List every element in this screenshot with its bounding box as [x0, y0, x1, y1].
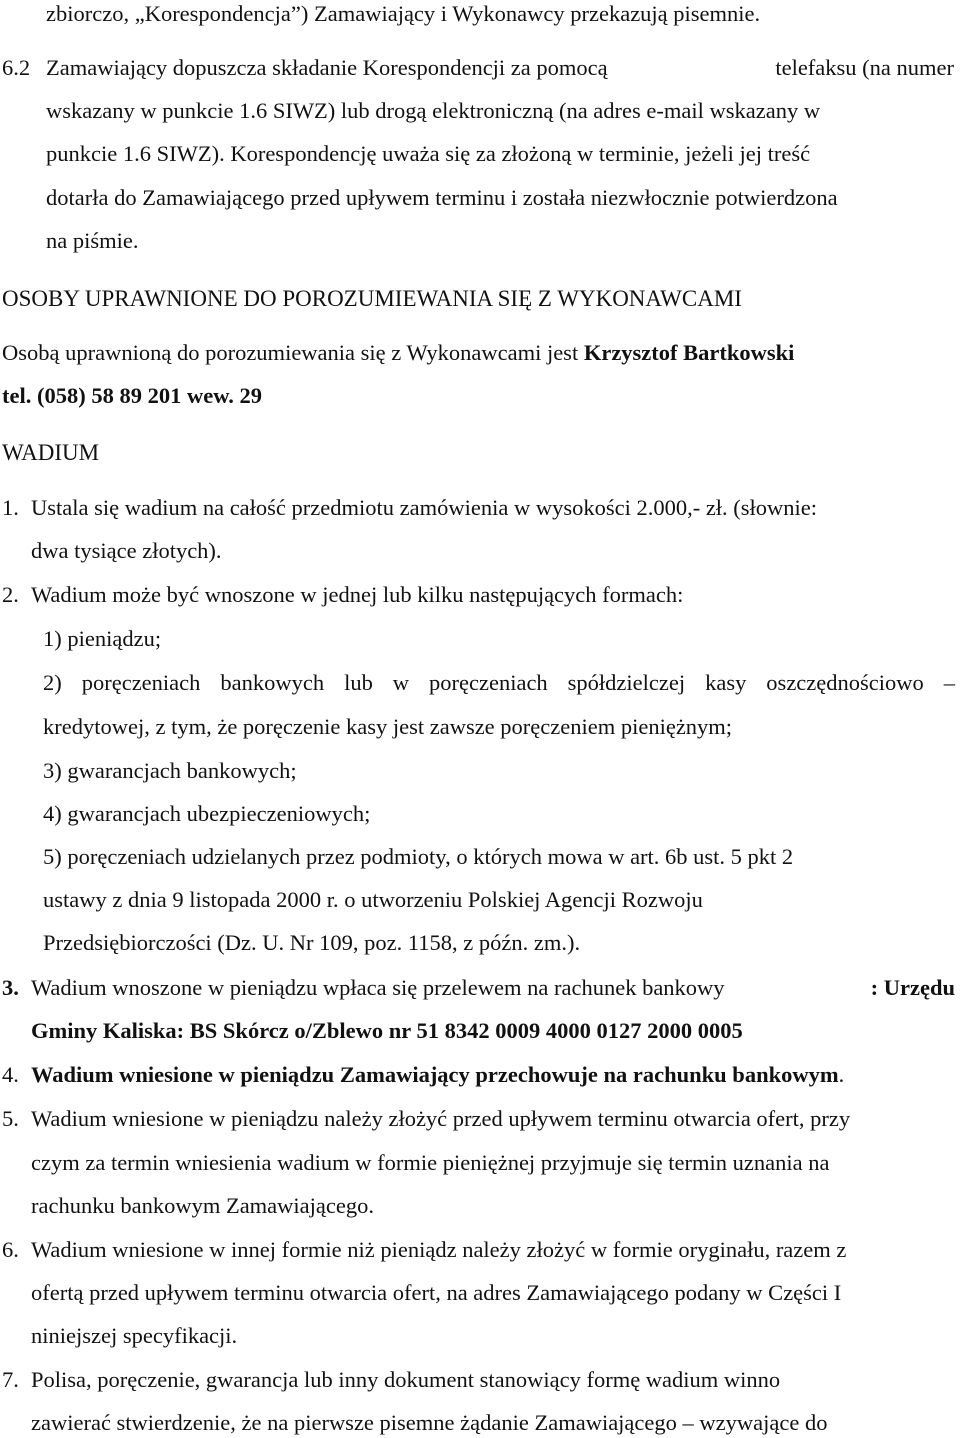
paragraph-number: 6.2: [2, 55, 31, 80]
line-part: Zamawiający dopuszcza składanie Korespondencji za pomocą: [46, 55, 608, 80]
item-number: 4.: [2, 1062, 19, 1087]
list-item: 4) gwarancjach ubezpieczeniowych;: [43, 801, 371, 826]
item-number: 5.: [2, 1106, 19, 1131]
contact-line: [2, 342, 794, 365]
paragraph-line: czym za termin wniesienia wadium w formie pieniężnej przyjmuje się termin uznania na: [31, 1150, 830, 1175]
list-item-continuation: ustawy z dnia 9 listopada 2000 r. o utworzeniu Polskiej Agencji Rozwoju: [43, 887, 703, 912]
paragraph-line: [31, 977, 955, 1000]
line-part: 2) poręczeniach bankowych lub w poręczeniach spółdzielczej kasy oszczędnościowo –: [43, 670, 955, 695]
list-item: 3) gwarancjach bankowych;: [43, 758, 297, 783]
paragraph-line: Wadium może być wnoszone w jednej lub kilku następujących formach:: [31, 582, 684, 607]
paragraph-line: rachunku bankowym Zamawiającego.: [31, 1193, 374, 1218]
paragraph-line: Wadium wniesione w innej formie niż pieniądz należy złożyć w formie oryginału, razem z: [31, 1237, 847, 1262]
line-part: .: [838, 1062, 845, 1087]
item-number: 6.: [2, 1237, 19, 1262]
paragraph-line: [46, 57, 954, 80]
list-item: 1) pieniądzu;: [43, 626, 162, 651]
list-item: [43, 672, 955, 695]
section-heading: WADIUM: [2, 440, 100, 465]
line-part: : Urzędu: [870, 975, 955, 1000]
paragraph-line: wskazany w punkcie 1.6 SIWZ) lub drogą elektroniczną (na adres e-mail wskazany w: [46, 98, 821, 123]
paragraph-line: Polisa, poręczenie, gwarancja lub inny dokument stanowiący formę wadium winno: [31, 1367, 781, 1392]
paragraph-line: Wadium wniesione w pieniądzu należy złożyć przed upływem terminu otwarcia ofert, przy: [31, 1106, 851, 1131]
paragraph-line: na piśmie.: [46, 228, 139, 253]
item-number: 1.: [2, 495, 19, 520]
paragraph-line: zbiorczo, „Korespondencja”) Zamawiający i Wykonawcy przekazują pisemnie.: [46, 1, 761, 26]
contact-text: Osobą uprawnioną do porozumiewania się z Wykonawcami jest: [2, 340, 584, 365]
paragraph-line: [31, 1064, 844, 1087]
contact-phone: tel. (058) 58 89 201 wew. 29: [2, 383, 262, 408]
bank-account: Gminy Kaliska: BS Skórcz o/Zblewo nr 51 8342 0009 4000 0127 2000 0005: [31, 1018, 743, 1043]
paragraph-line: punkcie 1.6 SIWZ). Korespondencję uważa się za złożoną w terminie, jeżeli jej treść: [46, 141, 811, 166]
item-number: 3.: [2, 975, 19, 1000]
paragraph-line: zawierać stwierdzenie, że na pierwsze pisemne żądanie Zamawiającego – wzywające do: [31, 1410, 828, 1435]
bold-statement: Wadium wniesione w pieniądzu Zamawiający przechowuje na rachunku bankowym: [31, 1062, 839, 1087]
paragraph-line: ofertą przed upływem terminu otwarcia ofert, na adres Zamawiającego podany w Części I: [31, 1280, 842, 1305]
paragraph-line: dwa tysiące złotych).: [31, 538, 222, 563]
list-item-continuation: Przedsiębiorczości (Dz. U. Nr 109, poz. 1158, z późn. zm.).: [43, 930, 581, 955]
list-item: 5) poręczeniach udzielanych przez podmioty, o których mowa w art. 6b ust. 5 pkt 2: [43, 844, 794, 869]
list-item-continuation: kredytowej, z tym, że poręczenie kasy jest zawsze poręczeniem pieniężnym;: [43, 714, 733, 739]
paragraph-line: dotarła do Zamawiającego przed upływem terminu i została niezwłocznie potwierdzona: [46, 185, 838, 210]
item-number: 2.: [2, 582, 19, 607]
section-heading: OSOBY UPRAWNIONE DO POROZUMIEWANIA SIĘ Z WYKONAWCAMI: [2, 286, 742, 311]
line-part: Wadium wnoszone w pieniądzu wpłaca się przelewem na rachunek bankowy: [31, 975, 725, 1000]
contact-name: Krzysztof Bartkowski: [583, 340, 795, 365]
paragraph-line: niniejszej specyfikacji.: [31, 1323, 238, 1348]
paragraph-line: Ustala się wadium na całość przedmiotu zamówienia w wysokości 2.000,- zł. (słownie:: [31, 495, 818, 520]
line-part: telefaksu (na numer: [775, 55, 954, 80]
item-number: 7.: [2, 1367, 19, 1392]
